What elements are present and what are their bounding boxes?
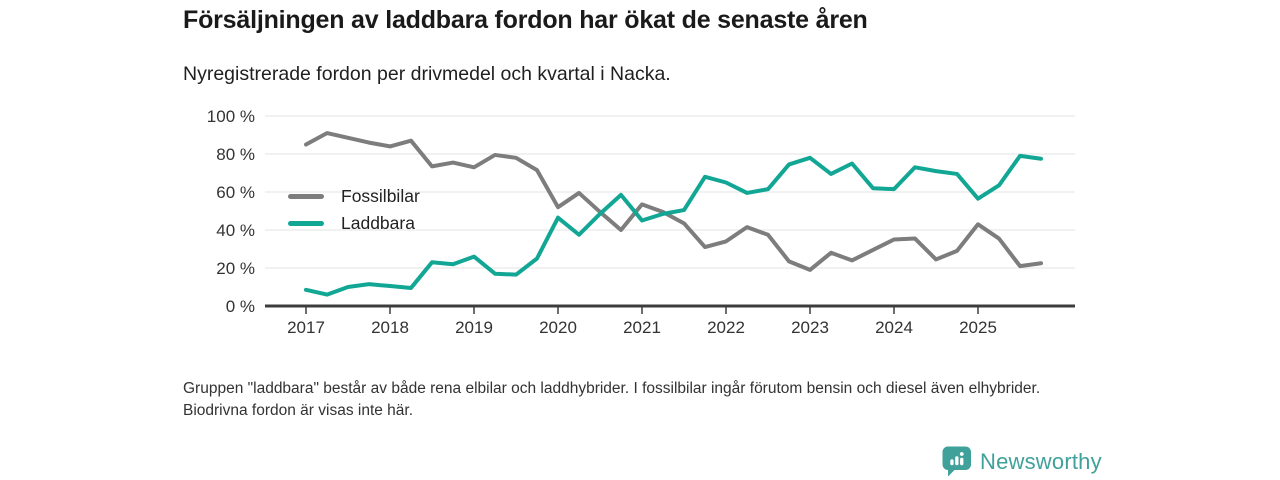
newsworthy-logo-text: Newsworthy	[980, 448, 1102, 474]
y-axis-label: 40 %	[216, 221, 255, 240]
newsworthy-logo[interactable]	[942, 446, 1102, 477]
x-axis-label: 2022	[707, 318, 745, 337]
legend-item-fossilbilar	[288, 186, 420, 206]
legend-item-laddbara	[288, 213, 420, 233]
x-axis-label: 2023	[791, 318, 829, 337]
x-axis-label: 2017	[287, 318, 325, 337]
footnote: Gruppen "laddbara" består av både rena elbilar och laddhybrider. I fossilbilar ingår förutom bensin och diesel även elhybrider. Biodrivna fordon är visas inte här.	[183, 380, 1041, 419]
fossilbilar-line-swatch	[288, 194, 324, 199]
legend	[288, 186, 420, 240]
legend-label-fossilbilar: Fossilbilar	[341, 185, 420, 206]
legend-label-laddbara: Laddbara	[341, 212, 415, 233]
x-axis-label: 2021	[623, 318, 661, 337]
y-axis-label: 100 %	[206, 107, 255, 126]
chart-subtitle: Nyregistrerade fordon per drivmedel och kvartal i Nacka.	[183, 63, 671, 85]
y-axis-label: 80 %	[216, 145, 255, 164]
laddbara-line-swatch	[288, 221, 324, 226]
y-axis-label: 0 %	[225, 297, 255, 316]
x-axis-label: 2024	[875, 318, 913, 337]
y-axis-label: 20 %	[216, 259, 255, 278]
chart-title: Försäljningen av laddbara fordon har ökat de senaste åren	[183, 6, 868, 34]
x-axis-label: 2019	[455, 318, 493, 337]
x-axis-label: 2025	[959, 318, 997, 337]
y-axis-label: 60 %	[216, 183, 255, 202]
x-axis-label: 2020	[539, 318, 577, 337]
bar-chart-speech-bubble-icon	[942, 446, 972, 477]
x-axis-label: 2018	[371, 318, 409, 337]
